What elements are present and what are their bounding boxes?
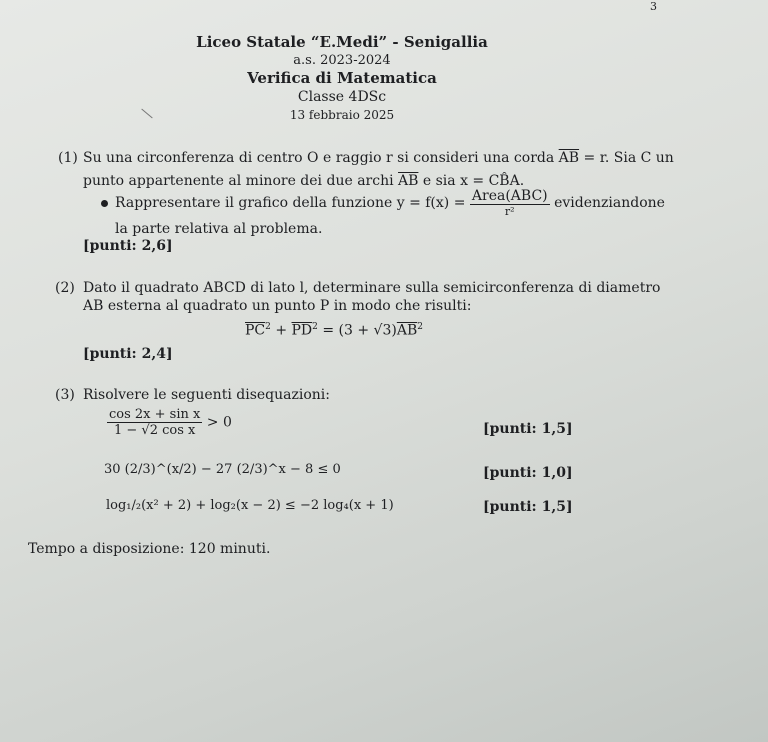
q2-ab: $\overline{AB}$ [396,322,418,339]
q1-points: [punti: 2,6] [83,238,173,254]
q3-ineq1 [107,407,232,438]
q2-line1: Dato il quadrato ABCD di lato l, determinare sulla semicirconferenza di diametro [83,280,661,296]
q3-points3: [punti: 1,5] [483,499,573,515]
q2-sq-1: 2 [265,322,271,332]
q1-frac-num: Area(ABC) [471,188,548,204]
school-name: Liceo Statale “E.Medi” - Senigallia [196,33,488,51]
q2-equation [245,322,423,339]
q1-bullet-b: evidenziandone [549,195,665,211]
q1-number: (1) [58,150,78,166]
q2-line2: AB esterna al quadrato un punto P in modo che risulti: [83,298,472,314]
q2-plus: + [270,322,292,339]
q2-sq-3: 2 [417,322,423,332]
q3-intro: Risolvere le seguenti disequazioni: [83,387,330,403]
q1-line1-a: Su una circonferenza di centro O e raggio r si consideri una corda [83,150,559,166]
q3-number: (3) [55,387,75,403]
q1-line4: la parte relativa al problema. [115,221,323,237]
q1-line2-a: punto appartenente al minore dei due archi [83,173,399,189]
school-year: a.s. 2023-2024 [293,53,391,68]
q3-ineq1-den: 1 − √2 cos x [113,423,196,438]
time-limit: Tempo a disposizione: 120 minuti. [28,541,271,557]
q1-line2 [83,173,524,189]
q3-points2: [punti: 1,0] [483,465,573,481]
q1-line2-b: e sia x = CB̂A. [418,173,525,189]
bullet-icon [101,200,108,207]
q2-equals: = (3 + √3) [317,322,397,339]
q2-pc: $\overline{PC}$ [245,322,266,339]
q1-chord-ab: $\overline{AB}$ [558,150,580,166]
q1-bullet-text [115,188,665,218]
test-title: Verifica di Matematica [247,69,437,87]
class-name: Classe 4DSc [297,89,387,105]
q2-points: [punti: 2,4] [83,346,173,362]
test-date: 13 febbraio 2025 [289,108,395,122]
q3-ineq1-num: cos 2x + sin x [109,407,201,422]
q2-sq-2: 2 [312,322,318,332]
q1-arc-ab: $\overline{AB}$ [398,173,419,189]
q3-ineq2: 30 (2/3)^(x/2) − 27 (2/3)^x − 8 ≤ 0 [104,462,341,477]
q3-ineq1-rhs: > 0 [202,414,232,431]
page-number: 3 [650,0,657,13]
q2-number: (2) [55,280,75,296]
q3-ineq3: log₁/₂(x² + 2) + log₂(x − 2) ≤ −2 log₄(x + 1) [106,498,394,513]
q1-line1 [83,150,674,166]
q2-pd: $\overline{PD}$ [291,322,313,339]
q3-ineq1-fraction [107,407,202,438]
q1-line1-b: = r. Sia C un [579,150,674,166]
q1-fraction [470,188,550,218]
q3-points1: [punti: 1,5] [483,421,573,437]
q1-bullet-a: Rappresentare il grafico della funzione y = f(x) = [115,195,470,211]
q1-frac-den: r² [504,205,515,218]
